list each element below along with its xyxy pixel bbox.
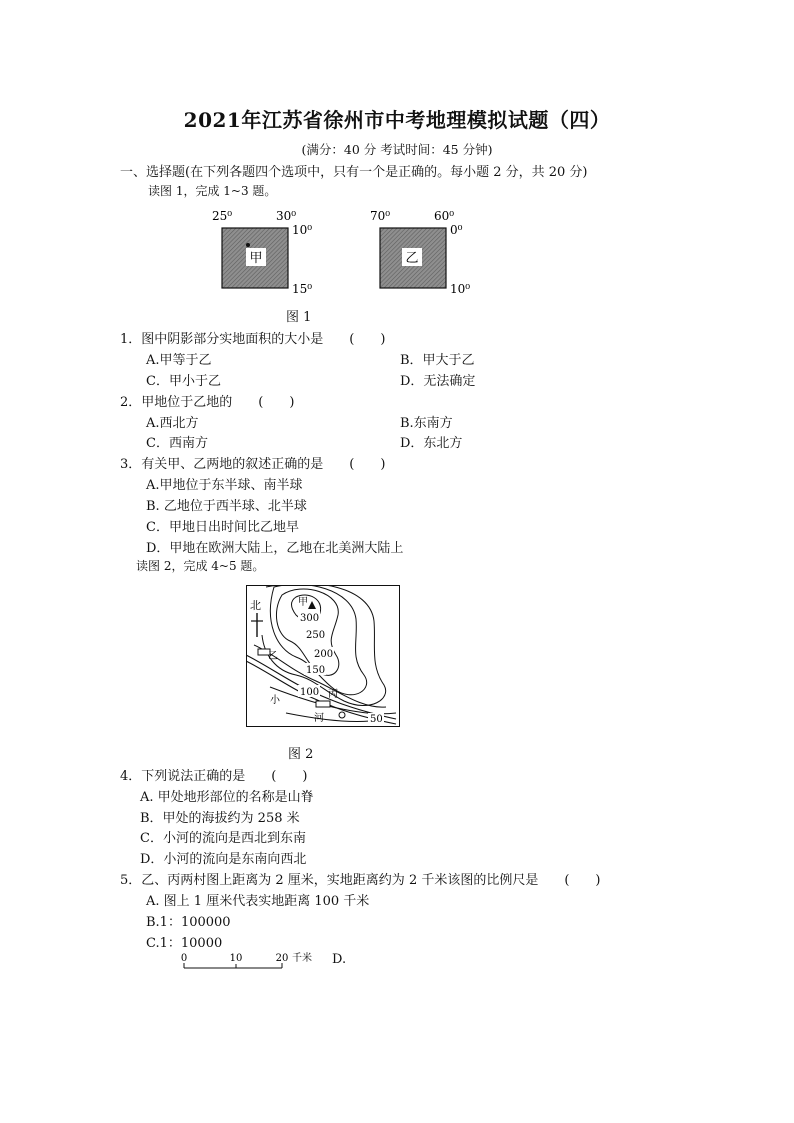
question-1-option-b: B．甲大于乙	[400, 353, 475, 368]
question-2-option-a: A.西北方	[146, 416, 199, 431]
figure-2-caption: 图 2	[288, 747, 314, 762]
lat-label: 10⁰	[450, 282, 471, 296]
label-yi: 乙	[268, 651, 278, 662]
question-3-stem: 3．有关甲、乙两地的叙述正确的是 ( )	[120, 457, 386, 472]
question-1-option-d: D．无法确定	[400, 374, 476, 389]
question-5-option-c: C.1：10000	[146, 936, 223, 951]
scale-tick-label: 0	[180, 953, 188, 964]
contour-label-250: 250	[306, 630, 326, 641]
label-he: 河	[314, 713, 324, 724]
question-3-option-a: A.甲地位于东半球、南半球	[146, 478, 303, 493]
question-4-option-c: C．小河的流向是西北到东南	[140, 831, 306, 846]
question-1-stem: 1．图中阴影部分实地面积的大小是 ( )	[120, 332, 386, 347]
lat-label: 10⁰	[292, 223, 313, 237]
exam-info: (满分：40 分 考试时间：45 分钟)	[301, 142, 493, 157]
question-5-option-a: A. 图上 1 厘米代表实地距离 100 千米	[146, 894, 370, 909]
scale-bar	[180, 950, 325, 974]
lon-label: 30⁰	[276, 209, 297, 223]
label-xiao: 小	[270, 695, 280, 706]
question-2-stem: 2．甲地位于乙地的 ( )	[120, 395, 295, 410]
lon-label: 70⁰	[370, 209, 391, 223]
figure-1-caption: 图 1	[286, 310, 312, 325]
page-title: 2021年江苏省徐州市中考地理模拟试题（四）	[183, 108, 611, 132]
contour-label-50: 50	[370, 714, 383, 725]
contour-label-300: 300	[300, 613, 320, 624]
label-bing: 丙	[328, 689, 338, 700]
question-4-stem: 4．下列说法正确的是 ( )	[120, 769, 308, 784]
figure-1	[200, 200, 480, 305]
question-2-option-c: C．西南方	[146, 436, 208, 451]
question-2-option-d: D．东北方	[400, 436, 463, 451]
question-1-option-a: A.甲等于乙	[146, 353, 212, 368]
question-3-option-b: B. 乙地位于西半球、北半球	[146, 499, 307, 514]
figure-2-contour-map	[246, 585, 400, 727]
river-point-marker	[339, 712, 345, 718]
question-5-option-b: B.1：100000	[146, 915, 231, 930]
lon-label: 25⁰	[212, 209, 233, 223]
read-figure-1-instruction: 读图 1，完成 1~3 题。	[148, 184, 277, 198]
village-bing-marker	[316, 701, 330, 707]
question-4-option-a: A. 甲处地形部位的名称是山脊	[140, 790, 314, 805]
location-dot	[246, 243, 250, 247]
contour-label-150: 150	[306, 665, 326, 676]
question-1-option-c: C．甲小于乙	[146, 374, 221, 389]
question-2-option-b: B.东南方	[400, 416, 453, 431]
label-jia: 甲	[298, 597, 308, 608]
north-label: 北	[250, 599, 261, 612]
question-5-stem: 5．乙、丙两村图上距离为 2 厘米，实地距离约为 2 千米该图的比例尺是 ( )	[120, 873, 601, 888]
scale-unit: 千米	[292, 953, 312, 964]
lat-label: 0⁰	[450, 223, 463, 237]
question-4-option-b: B．甲处的海拔约为 258 米	[140, 811, 300, 826]
contour-label-100: 100	[300, 687, 320, 698]
box-label-yi: 乙	[405, 251, 419, 266]
lon-label: 60⁰	[434, 209, 455, 223]
question-4-option-d: D．小河的流向是东南向西北	[140, 852, 307, 867]
contour-label-200: 200	[314, 649, 334, 660]
box-label-jia: 甲	[249, 251, 263, 266]
read-figure-2-instruction: 读图 2，完成 4~5 题。	[136, 559, 265, 573]
scale-tick-label: 20	[275, 953, 289, 964]
question-3-option-d: D．甲地在欧洲大陆上，乙地在北美洲大陆上	[146, 541, 404, 556]
question-5-option-d: D.	[332, 952, 347, 967]
section-heading: 一、选择题(在下列各题四个选项中，只有一个是正确的。每小题 2 分，共 20 分)	[120, 165, 588, 180]
lat-label: 15⁰	[292, 282, 313, 296]
question-3-option-c: C．甲地日出时间比乙地早	[146, 520, 299, 535]
scale-tick-label: 10	[229, 953, 243, 964]
